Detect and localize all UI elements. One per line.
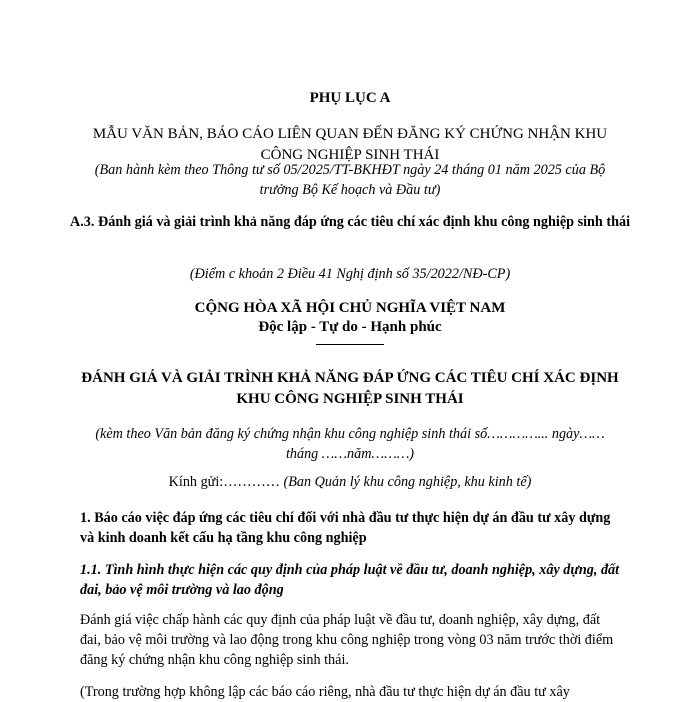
recipient-label: Kính gửi:………… [168, 474, 280, 490]
issued-note: (Ban hành kèm theo Thông tư số 05/2025/TT-BKHĐT ngày 24 tháng 01 năm 2025 của Bộ trưởng Bộ Kế hoạch và Đầu tư) [94, 162, 606, 198]
document-title: ĐÁNH GIÁ VÀ GIẢI TRÌNH KHẢ NĂNG ĐÁP ỨNG CÁC TIÊU CHÍ XÁC ĐỊNH KHU CÔNG NGHIỆP SINH THÁI [81, 370, 619, 407]
heading-1-1: 1.1. Tình hình thực hiện các quy định của pháp luật về đầu tư, doanh nghiệp, xây dựng, đất đai, bảo vệ môi trường và lao động [80, 562, 620, 598]
appendix-subtitle: MẪU VĂN BẢN, BÁO CÁO LIÊN QUAN ĐẾN ĐĂNG KÝ CHỨNG NHẬN KHU CÔNG NGHIỆP SINH THÁI [92, 126, 608, 163]
paragraph-1: Đánh giá việc chấp hành các quy định của pháp luật về đầu tư, doanh nghiệp, xây dựng, đất đai, bảo vệ môi trường và lao động trong khu công nghiệp trong vòng 03 năm trước thời điểm đăng ký chứng nhận khu công nghiệp sinh thái. [80, 612, 614, 668]
heading-1: 1. Báo cáo việc đáp ứng các tiêu chí đối với nhà đầu tư thực hiện dự án đầu tư xây dựng và kinh doanh kết cấu hạ tầng khu công nghiệp [80, 510, 611, 546]
appendix-title: PHỤ LỤC A [309, 90, 391, 106]
national-name: CỘNG HÒA XÃ HỘI CHỦ NGHĨA VIỆT NAM [194, 300, 506, 316]
recipient-value: (Ban Quản lý khu công nghiệp, khu kinh tế) [283, 474, 532, 490]
national-motto: Độc lập - Tự do - Hạnh phúc [258, 319, 442, 335]
section-a3-heading: A.3. Đánh giá và giải trình khả năng đáp ứng các tiêu chí xác định khu công nghiệp sinh thái [70, 214, 631, 230]
legal-basis: (Điểm c khoản 2 Điều 41 Nghị định số 35/2022/NĐ-CP) [189, 266, 511, 282]
motto-underline [316, 344, 384, 345]
recipient-line [60, 472, 640, 492]
paragraph-2: (Trong trường hợp không lập các báo cáo riêng, nhà đầu tư thực hiện dự án đầu tư xây [80, 684, 570, 700]
attachment-note: (kèm theo Văn bản đăng ký chứng nhận khu công nghiệp sinh thái số…………... ngày…… tháng ……năm………) [95, 426, 605, 462]
